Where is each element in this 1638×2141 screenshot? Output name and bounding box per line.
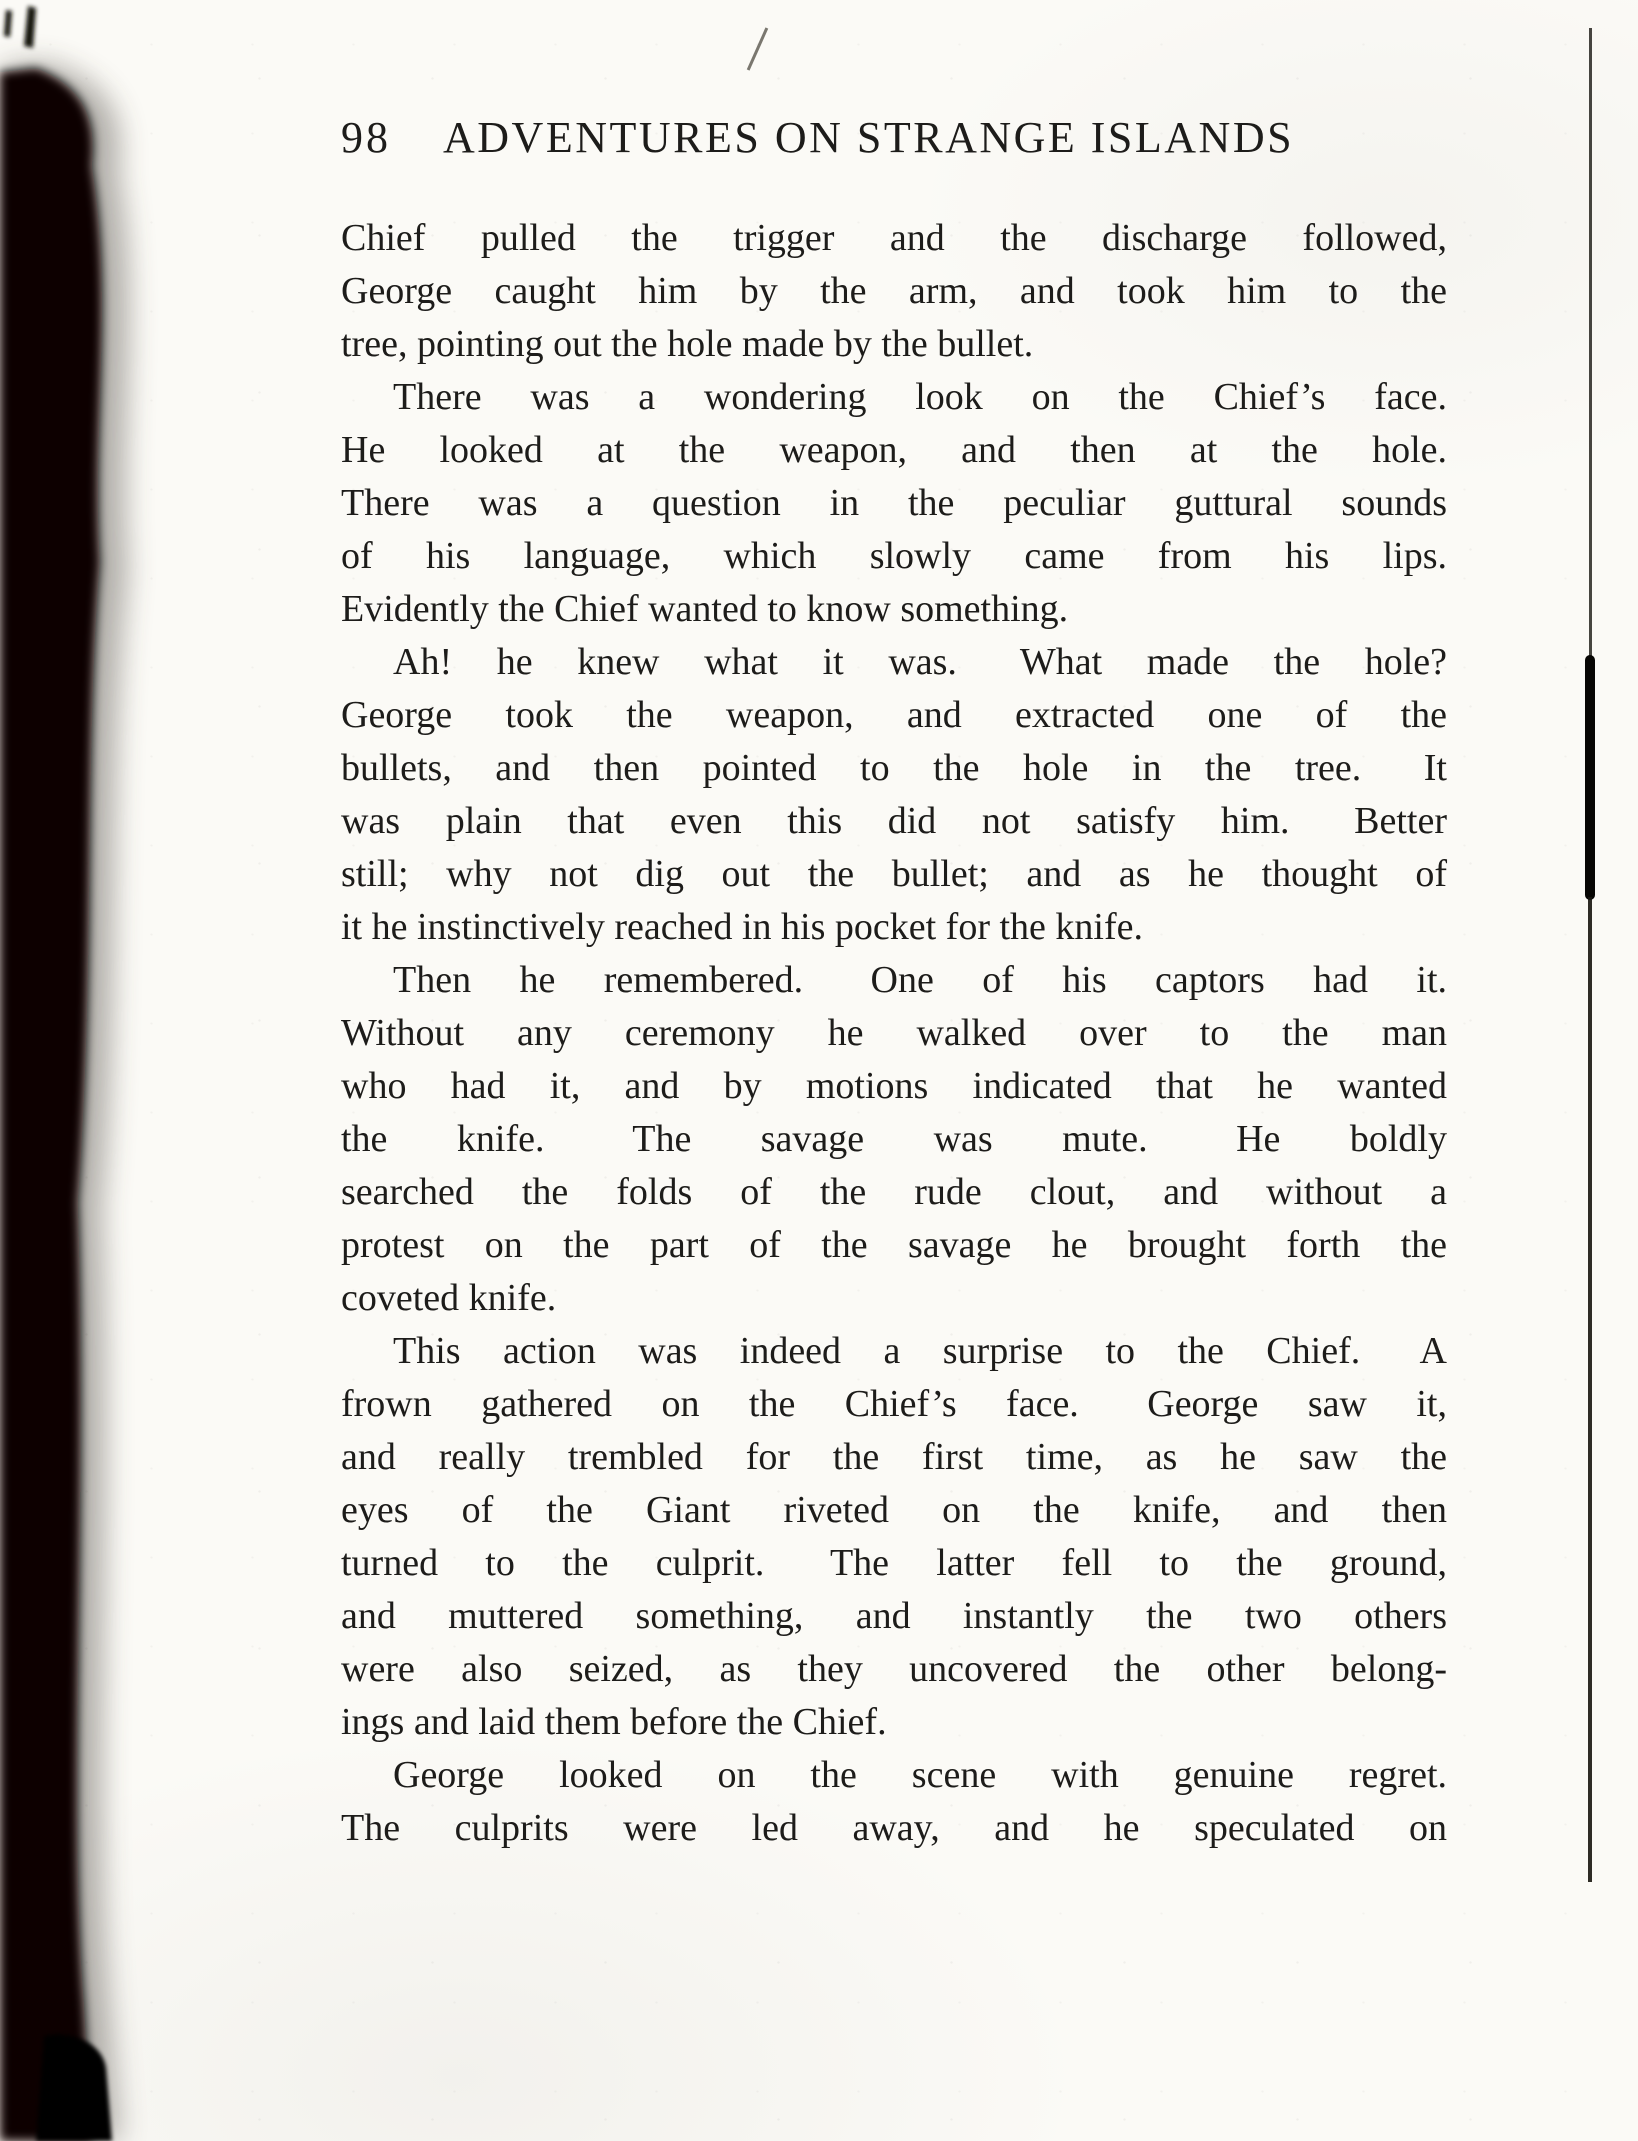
text-line: frown gathered on the Chief’s face. George saw it, <box>341 1383 1447 1425</box>
text-line: turned to the culprit. The latter fell to the ground, <box>341 1542 1447 1584</box>
text-line: was plain that even this did not satisfy him. Better <box>341 800 1447 842</box>
text-line: still; why not dig out the bullet; and as he thought of <box>341 853 1447 895</box>
text-line: tree, pointing out the hole made by the bullet. <box>341 323 1034 365</box>
right-edge-line-blob <box>1585 655 1595 900</box>
paragraph <box>341 1749 1447 1855</box>
paragraph <box>341 371 1447 636</box>
text-line: who had it, and by motions indicated that he wanted <box>341 1065 1447 1107</box>
text-line: coveted knife. <box>341 1277 557 1319</box>
text-line: searched the folds of the rude clout, and without a <box>341 1171 1447 1213</box>
text-line: Without any ceremony he walked over to the man <box>341 1012 1447 1054</box>
text-line: and really trembled for the first time, as he saw the <box>341 1436 1447 1478</box>
paragraph <box>341 212 1447 371</box>
text-line: George caught him by the arm, and took him to the <box>341 270 1447 312</box>
right-edge-line-top <box>1589 28 1592 658</box>
page-number: 98 <box>341 113 391 162</box>
text-line: bullets, and then pointed to the hole in the tree. It <box>341 747 1447 789</box>
text-line: The culprits were led away, and he speculated on <box>341 1807 1447 1849</box>
text-line: Chief pulled the trigger and the discharge followed, <box>341 217 1447 259</box>
paragraph <box>341 1325 1447 1749</box>
text-line: it he instinctively reached in his pocket for the knife. <box>341 906 1143 948</box>
text-line: There was a question in the peculiar guttural sounds <box>341 482 1447 524</box>
text-line: and muttered something, and instantly the two others <box>341 1595 1447 1637</box>
text-line: eyes of the Giant riveted on the knife, and then <box>341 1489 1447 1531</box>
text-line: ings and laid them before the Chief. <box>341 1701 887 1743</box>
right-edge-line-bottom <box>1588 897 1592 1882</box>
page-title: ADVENTURES ON STRANGE ISLANDS <box>443 113 1295 162</box>
text-line: Evidently the Chief wanted to know something. <box>341 588 1069 630</box>
text-line: of his language, which slowly came from his lips. <box>341 535 1447 577</box>
text-line: He looked at the weapon, and then at the hole. <box>341 429 1447 471</box>
paragraph <box>341 636 1447 954</box>
page-header <box>341 112 1447 164</box>
text-line: the knife. The savage was mute. He boldly <box>341 1118 1447 1160</box>
text-line: Then he remembered. One of his captors had it. <box>393 959 1447 1001</box>
text-line: There was a wondering look on the Chief’s face. <box>393 376 1447 418</box>
text-line: This action was indeed a surprise to the Chief. A <box>393 1330 1447 1372</box>
text-line: protest on the part of the savage he brought forth the <box>341 1224 1447 1266</box>
text-line: George looked on the scene with genuine regret. <box>393 1754 1447 1796</box>
scan-artifact-slash <box>747 27 768 70</box>
text-line: Ah! he knew what it was. What made the hole? <box>393 641 1447 683</box>
text-line: were also seized, as they uncovered the other belong- <box>341 1648 1447 1690</box>
text-line: George took the weapon, and extracted one of the <box>341 694 1447 736</box>
gutter-shadow <box>0 0 190 2141</box>
paragraph <box>341 954 1447 1325</box>
text-block <box>341 212 1447 1855</box>
